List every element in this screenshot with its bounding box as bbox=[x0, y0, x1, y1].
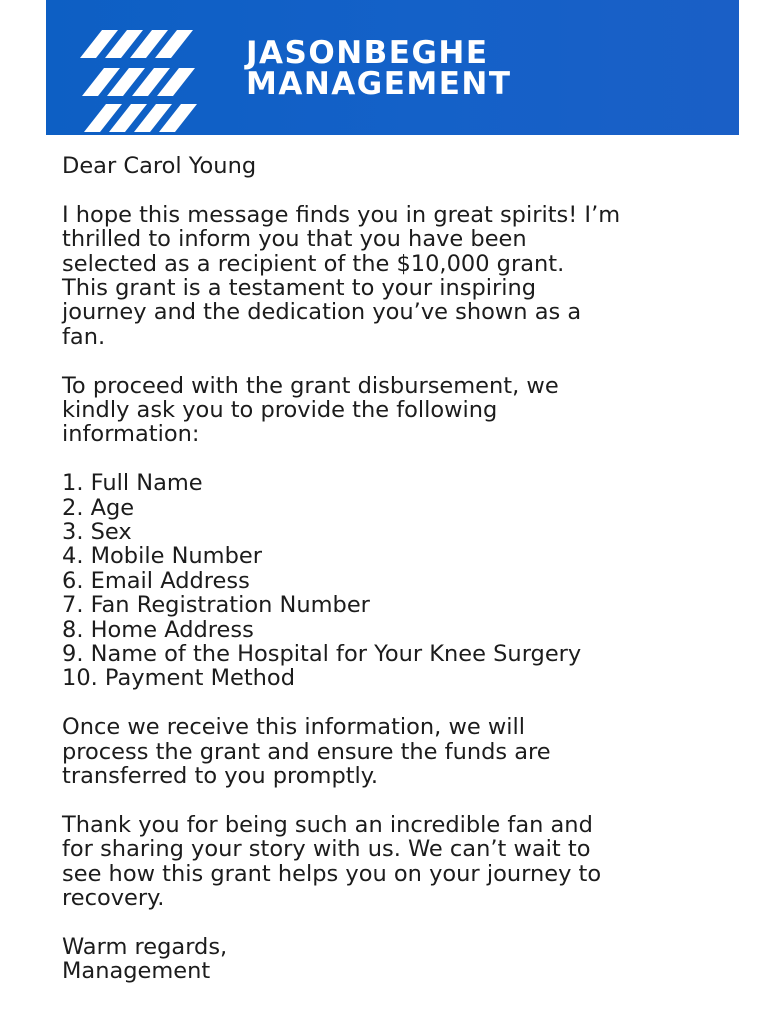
list-item: 1. Full Name bbox=[62, 470, 203, 497]
letter-body bbox=[62, 154, 742, 984]
signature: Management bbox=[62, 958, 211, 985]
header-banner bbox=[46, 0, 739, 135]
letter-paragraph-3: Once we receive this information, we will process the grant and ensure the funds are transferred to you promptly. bbox=[62, 714, 551, 790]
letter-paragraph-2: To proceed with the grant disbursement, we kindly ask you to provide the following information: bbox=[62, 372, 559, 448]
list-item: 8. Home Address bbox=[62, 616, 254, 643]
letter-paragraph-4: Thank you for being such an incredible fan and for sharing your story with us. We can’t wait to see how this grant helps you on your journey to recovery. bbox=[62, 811, 602, 912]
list-item: 3. Sex bbox=[62, 519, 132, 546]
brand-line-2: MANAGEMENT bbox=[246, 66, 512, 102]
list-item: 4. Mobile Number bbox=[62, 543, 262, 570]
list-item: 10. Payment Method bbox=[62, 665, 295, 692]
brand-name bbox=[246, 35, 512, 102]
requested-info-list bbox=[62, 471, 742, 691]
list-item: 2. Age bbox=[62, 494, 135, 521]
letter-paragraph-1: I hope this message finds you in great spirits! I’m thrilled to inform you that you have been selected as a recipient of the $10,000 grant. This grant is a testament to your inspiring journey and the dedication you’ve shown as a fan. bbox=[62, 201, 621, 350]
salutation: Dear Carol Young bbox=[62, 153, 257, 179]
list-item: 7. Fan Registration Number bbox=[62, 592, 370, 619]
brand-line-1: JASONBEGHE bbox=[246, 35, 489, 71]
closing-line: Warm regards, bbox=[62, 933, 228, 960]
list-item: 9. Name of the Hospital for Your Knee Surgery bbox=[62, 641, 582, 668]
logo-icon bbox=[80, 30, 200, 134]
list-item: 6. Email Address bbox=[62, 567, 250, 594]
